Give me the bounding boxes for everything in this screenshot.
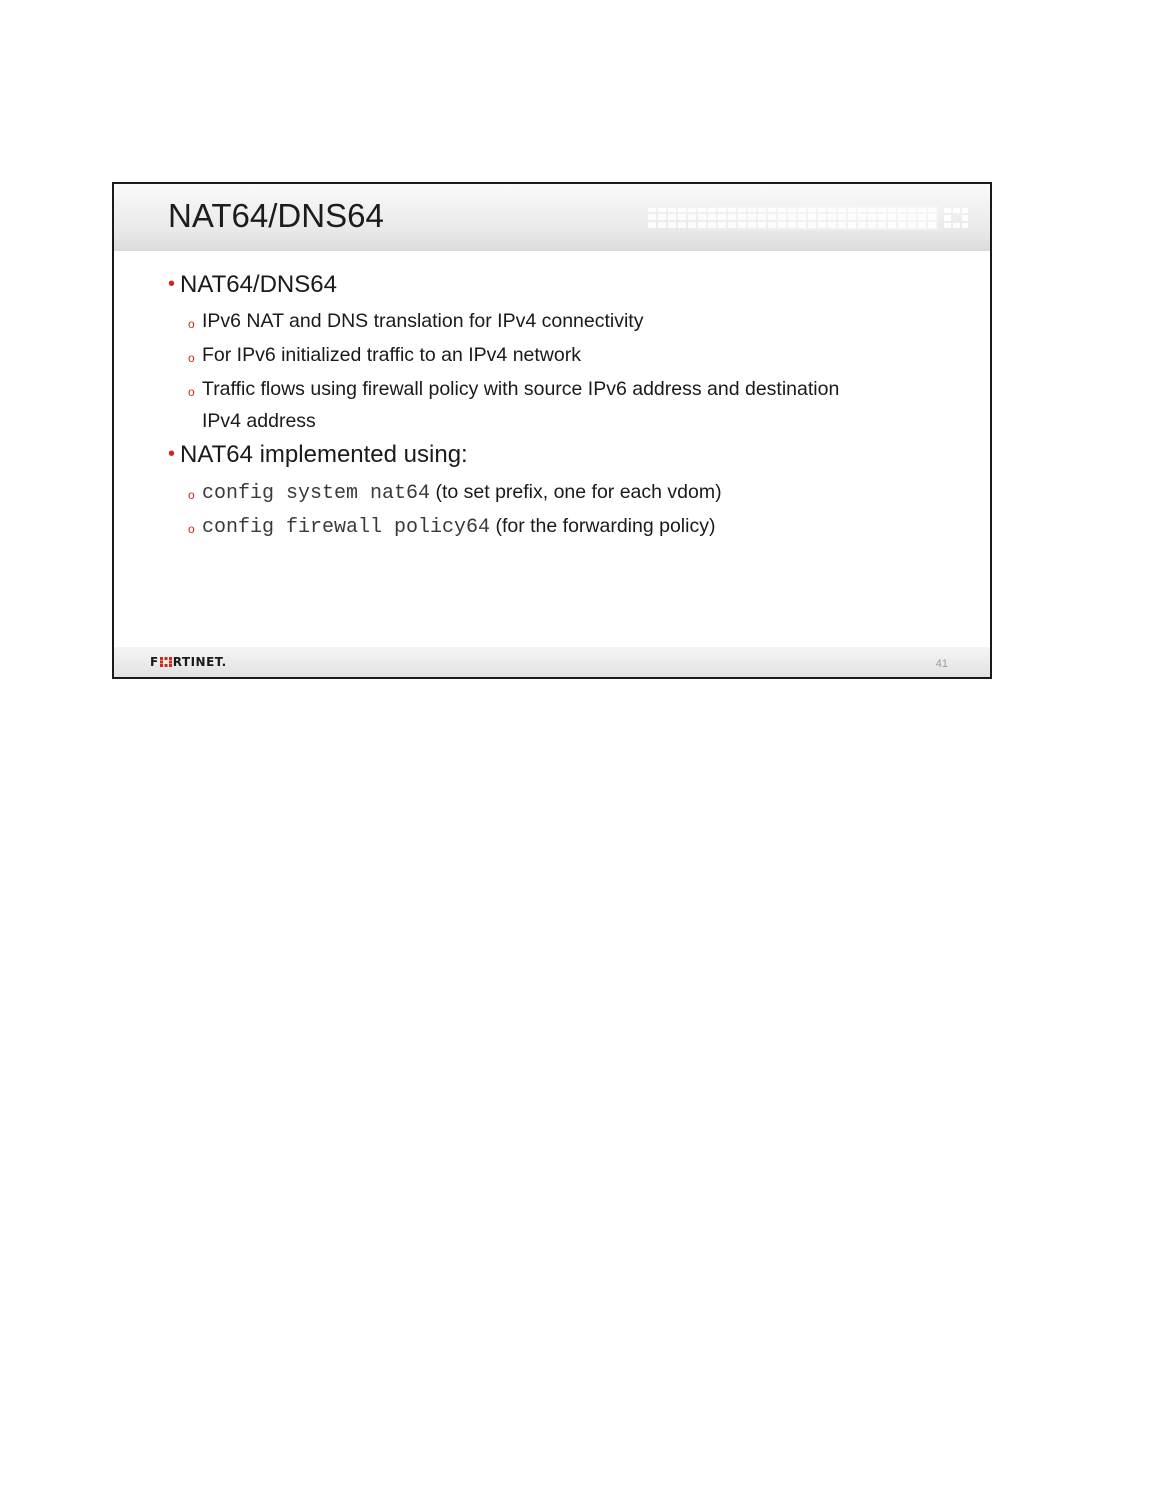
bullet-icon: •	[168, 273, 176, 295]
list-item-text: For IPv6 initialized traffic to an IPv4 network	[202, 344, 581, 366]
section-heading	[168, 271, 337, 299]
slide-header	[114, 184, 990, 251]
list-item-text: (for the forwarding policy)	[490, 515, 716, 537]
page-number: 41	[935, 658, 948, 670]
sub-bullet-icon: o	[188, 317, 195, 331]
sub-bullet-icon: o	[188, 351, 195, 365]
sub-bullet-icon: o	[188, 488, 195, 502]
slide-title: NAT64/DNS64	[168, 197, 384, 234]
list-item-continuation: IPv4 address	[202, 410, 316, 432]
section-heading-text: NAT64 implemented using:	[180, 441, 468, 468]
list-item	[188, 340, 948, 372]
code-snippet: config system nat64	[202, 482, 431, 505]
fortinet-logo	[150, 655, 227, 669]
section-heading-text: NAT64/DNS64	[180, 271, 337, 298]
list-item	[188, 306, 948, 338]
fortinet-grid-logo-icon	[648, 206, 968, 230]
section-heading	[168, 441, 468, 469]
bullet-icon: •	[168, 443, 176, 465]
list-item-text: Traffic flows using firewall policy with source IPv6 address and destination	[202, 378, 840, 400]
list-item	[188, 511, 948, 543]
list-item	[188, 374, 948, 436]
sub-bullet-icon: o	[188, 522, 195, 536]
list-item-text: (to set prefix, one for each vdom)	[430, 481, 722, 503]
sub-bullet-icon: o	[188, 385, 195, 399]
brand-text-start: F	[150, 655, 159, 669]
list-item-text: IPv6 NAT and DNS translation for IPv4 connectivity	[202, 310, 644, 332]
brand-text-end: RTINET.	[172, 655, 227, 669]
fortinet-brand-mark-icon	[160, 657, 172, 667]
slide-body	[114, 251, 990, 647]
slide-footer	[114, 647, 990, 677]
slide	[112, 182, 992, 679]
code-snippet: config firewall policy64	[202, 516, 491, 539]
list-item	[188, 477, 948, 509]
